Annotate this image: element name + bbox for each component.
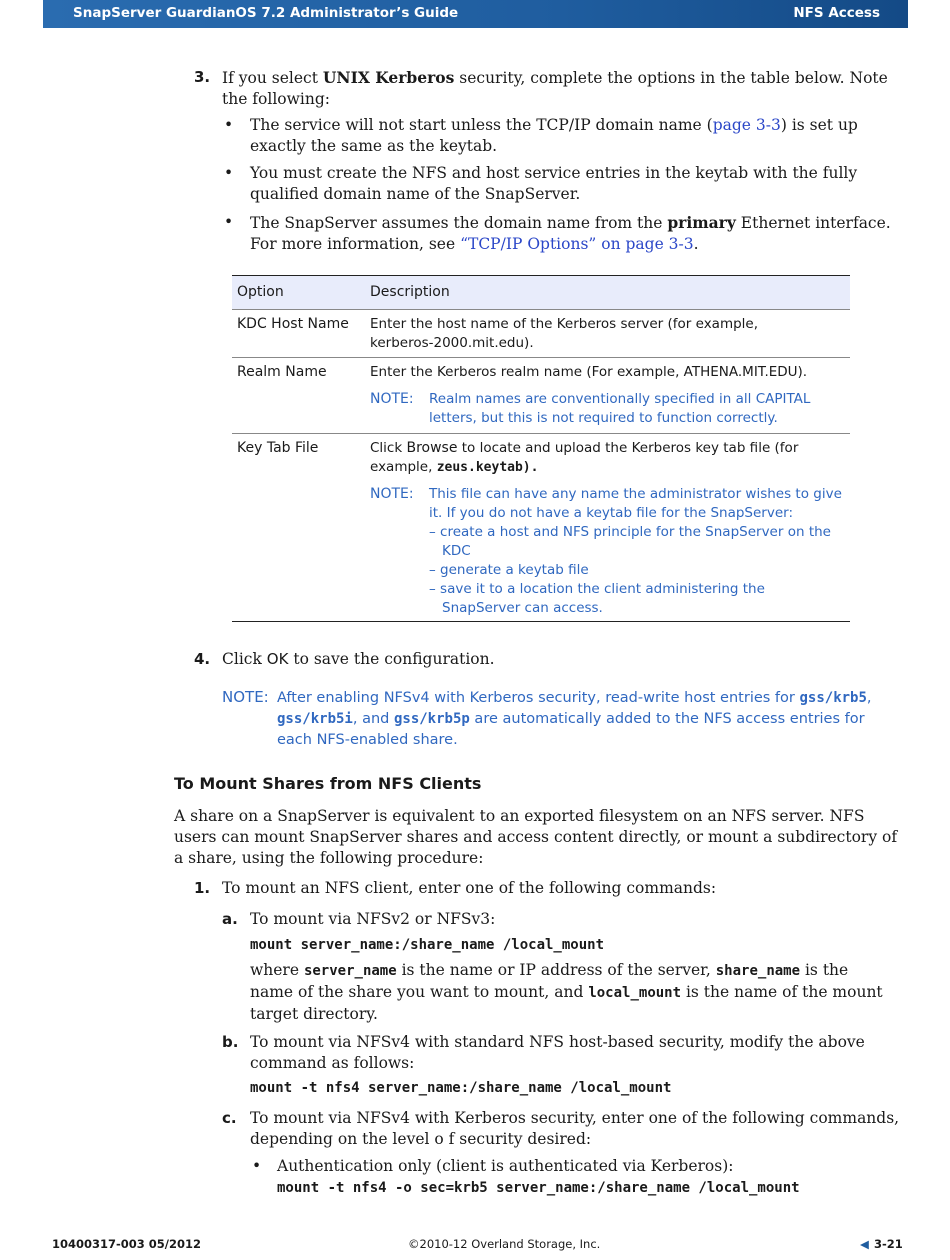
substep-a-letter: a.	[222, 910, 238, 928]
table-header-description: Description	[370, 284, 450, 300]
footer-copyright: ©2010-12 Overland Storage, Inc.	[408, 1237, 601, 1251]
step-3-number: 3.	[194, 68, 211, 86]
header-section-title: NFS Access	[793, 5, 880, 21]
bullet-dot: •	[224, 213, 234, 231]
bullet-dot: •	[252, 1157, 262, 1175]
footer-page-number: 3-21	[874, 1237, 903, 1251]
section-intro: A share on a SnapServer is equivalent to an exported filesystem on an NFS server. NFS users can mount SnapServer shares and access content directly, or mount a subdirectory of a share, using the following procedure:	[174, 807, 898, 867]
table-row	[232, 358, 850, 434]
note-label: NOTE:	[222, 688, 269, 706]
bullet-dot: •	[224, 116, 234, 134]
description-key-tab-file: Click Browse to locate and upload the Kerberos key tab file (for example, zeus.keytab).	[370, 440, 799, 475]
header-doc-title: SnapServer GuardianOS 7.2 Administrator’s Guide	[73, 5, 459, 21]
table-header-row	[232, 276, 850, 310]
option-realm-name: Realm Name	[237, 364, 327, 380]
note-kerberos-host-entries: After enabling NFSv4 with Kerberos security, read-write host entries for gss/krb5, gss/krb5i, and gss/krb5p are automatically added to the NFS access entries for each NFS-enabled share.	[277, 690, 872, 748]
step-4-text: Click OK to save the configuration.	[222, 650, 495, 668]
table-row	[232, 310, 850, 358]
command-mount-nfsv4: mount -t nfs4 server_name:/share_name /local_mount	[250, 1080, 672, 1096]
note-label: NOTE:	[370, 486, 414, 502]
command-mount-nfsv3: mount server_name:/share_name /local_mount	[250, 937, 605, 953]
substep-c-text: To mount via NFSv4 with Kerberos security, enter one of the following commands, depending on the level o f security desired:	[250, 1109, 900, 1148]
link-tcpip-options[interactable]: “TCP/IP Options” on page 3-3	[460, 235, 694, 253]
step-4-number: 4.	[194, 650, 211, 668]
bullet-keytab-entries: You must create the NFS and host service entries in the keytab with the fully qualified domain name of the SnapServer.	[250, 164, 858, 203]
bullet-domain-name: The service will not start unless the TCP/IP domain name (page 3-3) is set up exactly the same as the keytab.	[250, 116, 858, 155]
bullet-dot: •	[224, 164, 234, 182]
substep-a-explanation: where server_name is the name or IP address of the server, share_name is the name of the share you want to mount, and local_mount is the name of the mount target directory.	[250, 961, 883, 1023]
step-1-text: To mount an NFS client, enter one of the following commands:	[222, 879, 717, 897]
section-heading: To Mount Shares from NFS Clients	[174, 774, 482, 793]
browse-button-label: Browse	[406, 440, 458, 456]
table-row	[232, 434, 850, 621]
back-arrow-icon[interactable]: ◀	[860, 1237, 869, 1251]
bullet-primary-ethernet: The SnapServer assumes the domain name from the primary Ethernet interface. For more information, see “TCP/IP Options” on page 3-3.	[250, 213, 891, 253]
description-kdc-host-name: Enter the host name of the Kerberos server (for example, kerberos-2000.mit.edu).	[370, 316, 759, 351]
substep-c-letter: c.	[222, 1109, 237, 1127]
kerberos-options-table	[232, 275, 850, 622]
footer-doc-number: 10400317-003 05/2012	[52, 1237, 202, 1251]
note-keytab-file: This file can have any name the administrator wishes to give it. If you do not have a keytab file for the SnapServer: – create a host and NFS principle for the SnapServer on the KDC – generate a keytab file – save it to a location the client administering the SnapServer can access.	[429, 486, 842, 616]
substep-b-text: To mount via NFSv4 with standard NFS host-based security, modify the above command as follows:	[250, 1033, 865, 1072]
link-page-3-3[interactable]: page 3-3	[712, 116, 781, 134]
note-realm-names: Realm names are conventionally specified in all CAPITAL letters, but this is not required to function correctly.	[429, 391, 811, 426]
substep-b-letter: b.	[222, 1033, 239, 1051]
step-3-text: If you select UNIX Kerberos security, complete the options in the table below. Note the following:	[222, 68, 888, 108]
substep-a-text: To mount via NFSv2 or NFSv3:	[250, 910, 496, 928]
option-key-tab-file: Key Tab File	[237, 440, 319, 456]
description-realm-name: Enter the Kerberos realm name (For example, ATHENA.MIT.EDU).	[370, 364, 808, 380]
page-header	[43, 0, 908, 28]
option-kdc-host-name: KDC Host Name	[237, 316, 349, 332]
table-header-option: Option	[237, 284, 284, 300]
step-1-number: 1.	[194, 879, 211, 897]
note-label: NOTE:	[370, 391, 414, 407]
command-mount-krb5: mount -t nfs4 -o sec=krb5 server_name:/share_name /local_mount	[277, 1180, 800, 1196]
bullet-authentication-only: Authentication only (client is authenticated via Kerberos):	[277, 1157, 734, 1175]
